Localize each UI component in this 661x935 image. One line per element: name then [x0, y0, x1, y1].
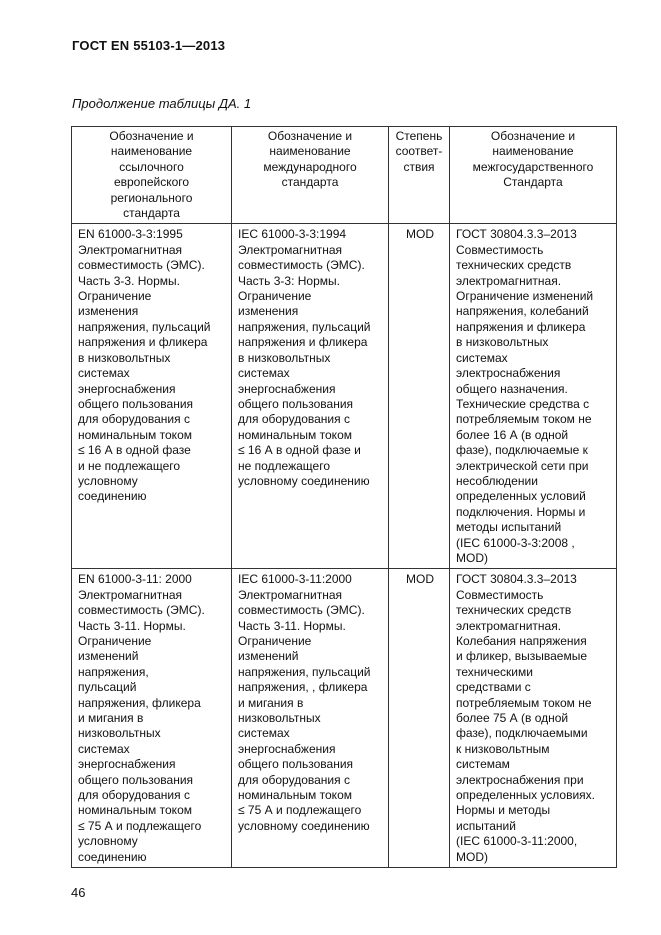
text-line: условному	[78, 473, 138, 488]
text-line: соединению	[78, 849, 147, 864]
text-line: совместимость (ЭМС).	[78, 258, 205, 273]
text-line: напряжения и фликера	[456, 319, 586, 334]
text-line: к низковольтным	[456, 741, 550, 756]
text-line: электрической сети при	[456, 458, 589, 473]
text-line: фазе), подключаемые к	[456, 443, 588, 458]
text-line: Ограничение	[78, 634, 152, 648]
text-line: системах	[238, 366, 290, 381]
text-line: Часть 3-11. Нормы.	[78, 618, 186, 633]
text-line: более 75 А (в одной	[456, 711, 569, 726]
text-line: Электромагнитная	[78, 587, 183, 602]
text-line: Ограничение	[78, 289, 152, 304]
text-line: межгосударственного	[472, 159, 594, 174]
text-line: напряжения, пульсаций	[238, 319, 371, 334]
text-line: общего пользования	[238, 757, 354, 772]
text-line: для оборудования с	[238, 772, 350, 787]
text-line: Электромагнитная	[238, 242, 343, 257]
cell-interstate	[450, 569, 617, 868]
text-line: общего назначения.	[456, 381, 568, 396]
text-line: Нормы и методы	[456, 803, 551, 818]
header-international	[232, 127, 389, 224]
text-line: соединению	[78, 489, 147, 504]
text-line: ≤ 16 А в одной фазе и	[238, 443, 361, 458]
text-line: ≤ 75 А и подлежащего	[238, 803, 362, 818]
text-line: EN 61000-3-3:1995	[78, 227, 183, 242]
document-standard-code: ГОСТ EN 55103-1—2013	[72, 38, 226, 53]
text-line: электроснабжения при	[456, 772, 584, 787]
text-line: условному	[78, 834, 138, 849]
text-line: средствами с	[456, 680, 531, 695]
text-line: общего пользования	[238, 396, 354, 411]
text-line: Технические средства с	[456, 396, 590, 411]
text-line: технических средств	[456, 258, 572, 273]
text-line: электромагнитная.	[456, 273, 562, 288]
text-line: изменения	[238, 304, 299, 319]
table-row	[72, 224, 617, 569]
text-line: номинальным током	[78, 427, 192, 442]
text-line: Обозначение и	[109, 129, 194, 143]
text-line: номинальным током	[78, 803, 192, 818]
header-european	[72, 127, 232, 224]
text-line: совместимость (ЭМС).	[78, 603, 205, 618]
text-line: Совместимость	[456, 242, 544, 257]
text-line: Ограничение	[238, 634, 312, 648]
text-line: Ограничение изменений	[456, 289, 594, 304]
text-line: для оборудования с	[78, 412, 190, 427]
text-line: стандарта	[123, 206, 180, 221]
text-line: более 16 А (в одной	[456, 427, 569, 442]
text-line: Степень	[395, 129, 443, 143]
text-line: потребляемым током не	[456, 695, 592, 710]
header-degree	[389, 127, 450, 224]
text-line: низковольтных	[78, 726, 161, 741]
text-line: MOD)	[456, 550, 488, 565]
text-line: и мигания в	[78, 711, 144, 726]
text-line: стандарта	[281, 175, 339, 190]
cell-international	[232, 569, 389, 868]
text-line: методы испытаний	[456, 520, 562, 535]
text-line: ГОСТ 30804.3.3–2013	[456, 227, 577, 242]
text-line: низковольтных	[238, 711, 321, 726]
text-line: напряжения, фликера	[78, 695, 201, 710]
table-caption: Продолжение таблицы ДА. 1	[72, 96, 252, 111]
text-line: Стандарта	[503, 175, 563, 190]
text-line: в низковольтных	[78, 350, 171, 365]
text-line: ≤ 75 А и подлежащего	[78, 818, 202, 833]
text-line: испытаний	[456, 818, 516, 833]
text-line: условному соединению	[238, 473, 370, 488]
table-header-row	[72, 127, 617, 224]
text-line: EN 61000-3-11: 2000	[78, 572, 192, 587]
text-line: не подлежащего	[238, 458, 330, 473]
cell-interstate	[450, 224, 617, 569]
text-line: (IEC 61000-3-3:2008 ,	[456, 535, 575, 550]
text-line: Часть 3-11. Нормы.	[238, 618, 346, 633]
text-line: напряжения и фликера	[78, 335, 208, 350]
text-line: наименование	[492, 144, 574, 159]
text-line: для оборудования с	[78, 788, 190, 803]
text-line: технических средств	[456, 603, 572, 618]
text-line: и мигания в	[238, 695, 304, 710]
text-line: общего пользования	[78, 772, 194, 787]
text-line: европейского	[113, 175, 190, 190]
text-line: энергоснабжения	[238, 741, 336, 756]
text-line: системах	[456, 350, 508, 365]
text-line: ствия	[403, 159, 435, 174]
text-line: наименование	[269, 144, 351, 159]
cell-degree: MOD	[389, 569, 450, 868]
text-line: потребляемым током не	[456, 412, 592, 427]
cell-degree: MOD	[389, 224, 450, 569]
text-line: Колебания напряжения	[456, 634, 587, 648]
text-line: напряжения и фликера	[238, 335, 368, 350]
text-line: номинальным током	[238, 427, 352, 442]
text-line: Электромагнитная	[78, 242, 183, 257]
text-line: напряжения, пульсаций	[78, 319, 211, 334]
text-line: подключения. Нормы и	[456, 504, 586, 519]
text-line: определенных условий	[456, 489, 586, 504]
text-line: Электромагнитная	[238, 587, 343, 602]
text-line: изменения	[78, 304, 139, 319]
text-line: Часть 3-3: Нормы.	[238, 273, 340, 288]
text-line: Совместимость	[456, 587, 544, 602]
text-line: электроснабжения	[456, 366, 561, 381]
text-line: в низковольтных	[456, 335, 549, 350]
text-line: и не подлежащего	[78, 458, 181, 473]
text-line: соответ-	[395, 144, 443, 159]
text-line: Ограничение	[238, 289, 312, 304]
text-line: MOD)	[456, 849, 488, 864]
text-line: в низковольтных	[238, 350, 331, 365]
text-line: IEC 61000-3-11:2000	[238, 572, 352, 587]
text-line: совместимость (ЭМС).	[238, 603, 365, 618]
text-line: определенных условиях.	[456, 788, 596, 803]
text-line: системам	[456, 757, 510, 772]
text-line: регионального	[110, 190, 193, 205]
text-line: изменений	[238, 649, 299, 664]
text-line: для оборудования с	[238, 412, 350, 427]
text-line: системах	[238, 726, 290, 741]
standards-table	[71, 126, 617, 868]
text-line: номинальным током	[238, 788, 352, 803]
text-line: несоблюдении	[456, 473, 538, 488]
text-line: общего пользования	[78, 396, 194, 411]
cell-european	[72, 569, 232, 868]
page-number: 46	[71, 885, 86, 900]
text-line: напряжения, , фликера	[238, 680, 368, 695]
text-line: системах	[78, 741, 130, 756]
text-line: системах	[78, 366, 130, 381]
text-line: (IEC 61000-3-11:2000,	[456, 834, 578, 849]
text-line: условному соединению	[238, 818, 370, 833]
text-line: Обозначение и	[267, 129, 353, 143]
text-line: совместимость (ЭМС).	[238, 258, 365, 273]
text-line: напряжения, пульсаций	[238, 664, 371, 679]
text-line: напряжения, колебаний	[456, 304, 589, 319]
text-line: международного	[263, 159, 357, 174]
text-line: энергоснабжения	[78, 757, 176, 772]
text-line: напряжения,	[78, 664, 149, 679]
text-line: энергоснабжения	[238, 381, 336, 396]
text-line: электромагнитная.	[456, 618, 562, 633]
text-line: IEC 61000-3-3:1994	[238, 227, 347, 242]
header-interstate	[450, 127, 617, 224]
text-line: изменений	[78, 649, 139, 664]
table-row	[72, 569, 617, 868]
text-line: энергоснабжения	[78, 381, 176, 396]
text-line: наименование	[110, 144, 193, 159]
text-line: пульсаций	[78, 680, 137, 695]
text-line: фазе), подключаемыми	[456, 726, 588, 741]
text-line: и фликер, вызываемые	[456, 649, 588, 664]
text-line: ссылочного	[119, 159, 184, 174]
text-line: Обозначение и	[490, 129, 576, 143]
text-line: Часть 3-3. Нормы.	[78, 273, 180, 288]
text-line: ≤ 16 А в одной фазе	[78, 443, 191, 458]
cell-european	[72, 224, 232, 569]
text-line: ГОСТ 30804.3.3–2013	[456, 572, 577, 587]
cell-international	[232, 224, 389, 569]
text-line: техническими	[456, 664, 533, 679]
